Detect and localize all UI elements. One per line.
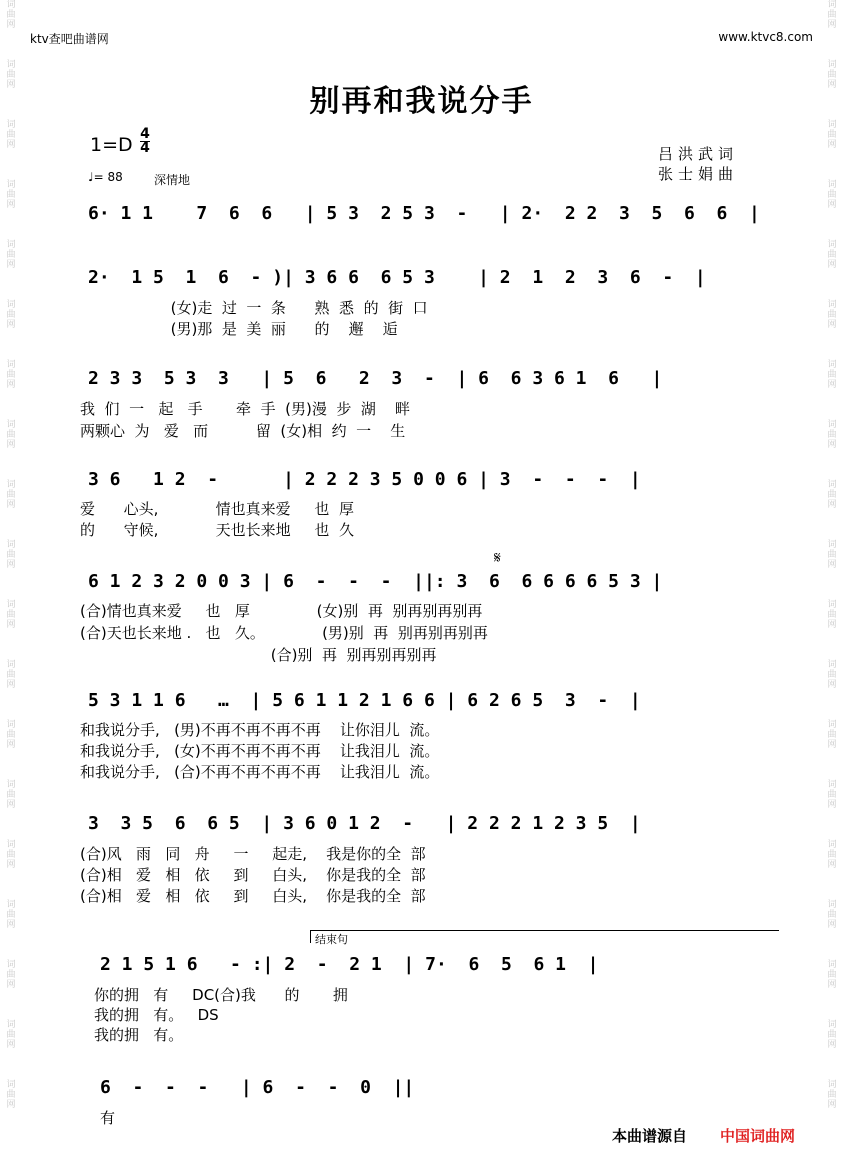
lyric-line-2-1: (女)走 过 一 条 熟 悉 的 街 口 bbox=[80, 299, 428, 317]
score-line-4: 3 6 1 2 - | 2 2 2 3 5 0 0 6 | 3 - - - | bbox=[88, 469, 641, 490]
lyric-line-9-1: 有 bbox=[100, 1109, 116, 1127]
lyric-line-7-3: (合)相 爱 相 依 到 白头, 你是我的全 部 bbox=[80, 887, 426, 905]
watermark-block: 词 曲 网 bbox=[827, 180, 837, 210]
site-name-left[interactable]: ktv查吧曲谱网 bbox=[30, 32, 109, 46]
watermark-block: 词 曲 网 bbox=[827, 360, 837, 390]
lyric-line-7-2: (合)相 爱 相 依 到 白头, 你是我的全 部 bbox=[80, 866, 426, 884]
watermark-block: 词 曲 网 bbox=[6, 900, 16, 930]
key-signature: 1=D bbox=[90, 134, 133, 156]
lyric-line-8-2: 我的拥 有。 DS bbox=[94, 1006, 219, 1024]
lyric-line-3-2: 两颗心 为 爱 而 留 (女)相 约 一 生 bbox=[80, 422, 406, 440]
watermark-block: 词 曲 网 bbox=[6, 180, 16, 210]
score-line-7: 3 3 5 6 6 5 | 3 6 0 1 2 - | 2 2 2 1 2 3 5 | bbox=[88, 813, 641, 834]
watermark-block: 词 曲 网 bbox=[827, 840, 837, 870]
score-line-9: 6 - - - | 6 - - 0 || bbox=[100, 1077, 415, 1098]
watermark-block: 词 曲 网 bbox=[827, 600, 837, 630]
score-line-5: 6 1 2 3 2 0 0 3 | 6 - - - ||: 3 6 6 6 6 6 5 3 | bbox=[88, 571, 663, 592]
score-line-6: 5 3 1 1 6 … | 5 6 1 1 2 1 6 6 | 6 2 6 5 3 - | bbox=[88, 690, 641, 711]
watermark-block: 词 曲 网 bbox=[6, 360, 16, 390]
watermark-block: 词 曲 网 bbox=[827, 720, 837, 750]
left-watermark bbox=[4, 0, 18, 1172]
lyric-line-6-3: 和我说分手, (合)不再不再不再不再 让我泪儿 流。 bbox=[80, 763, 440, 781]
watermark-block: 词 曲 网 bbox=[6, 720, 16, 750]
song-title: 别再和我说分手 bbox=[309, 84, 534, 119]
time-signature-top: 4 bbox=[140, 126, 150, 142]
watermark-block: 词 曲 网 bbox=[827, 120, 837, 150]
watermark-block: 词 曲 网 bbox=[827, 780, 837, 810]
time-signature-bottom: 4 bbox=[140, 140, 150, 156]
lyric-line-6-1: 和我说分手, (男)不再不再不再不再 让你泪儿 流。 bbox=[80, 721, 440, 739]
lyric-line-4-1: 爱 心头, 情也真来爱 也 厚 bbox=[80, 500, 354, 518]
lyric-line-3-1: 我 们 一 起 手 牵 手 (男)漫 步 湖 畔 bbox=[80, 400, 410, 418]
ending-label: 结束句 bbox=[315, 933, 348, 946]
footer-source-label: 本曲谱源自 bbox=[612, 1127, 688, 1145]
watermark-block: 词 曲 网 bbox=[6, 960, 16, 990]
watermark-block: 词 曲 网 bbox=[827, 660, 837, 690]
watermark-block: 词 曲 网 bbox=[6, 840, 16, 870]
lyric-line-5-3: (合)别 再 别再别再别再 bbox=[80, 646, 437, 664]
right-watermark bbox=[825, 0, 839, 1172]
watermark-block: 词 曲 网 bbox=[827, 1020, 837, 1050]
time-signature bbox=[140, 128, 150, 155]
watermark-block: 词 曲 网 bbox=[6, 480, 16, 510]
watermark-block: 词 曲 网 bbox=[6, 1080, 16, 1110]
watermark-block: 词 曲 网 bbox=[6, 600, 16, 630]
lyric-line-7-1: (合)风 雨 同 舟 一 起走, 我是你的全 部 bbox=[80, 845, 426, 863]
watermark-block: 词 曲 网 bbox=[827, 300, 837, 330]
watermark-block: 词 曲 网 bbox=[6, 780, 16, 810]
watermark-block: 词 曲 网 bbox=[827, 540, 837, 570]
quarter-note-icon: ♩ bbox=[88, 170, 94, 184]
expression-marking: 深情地 bbox=[154, 173, 191, 187]
score-line-3: 2 3 3 5 3 3 | 5 6 2 3 - | 6 6 3 6 1 6 | bbox=[88, 368, 663, 389]
watermark-block: 词 曲 网 bbox=[827, 240, 837, 270]
watermark-block: 词 曲 网 bbox=[827, 420, 837, 450]
lyric-line-4-2: 的 守候, 天也长来地 也 久 bbox=[80, 521, 354, 539]
tempo-value: = 88 bbox=[93, 170, 123, 184]
score-line-8: 2 1 5 1 6 - :| 2 - 2 1 | 7· 6 5 6 1 | bbox=[100, 954, 599, 975]
watermark-block: 词 曲 网 bbox=[827, 480, 837, 510]
watermark-block: 词 曲 网 bbox=[6, 240, 16, 270]
watermark-block: 词 曲 网 bbox=[827, 900, 837, 930]
watermark-block: 词 曲 网 bbox=[827, 960, 837, 990]
lyric-line-8-3: 我的拥 有。 bbox=[94, 1026, 184, 1044]
watermark-block: 词 曲 网 bbox=[827, 0, 837, 30]
site-url-right[interactable]: www.ktvc8.com bbox=[718, 30, 813, 44]
composer-credit: 张士娟曲 bbox=[658, 165, 739, 183]
watermark-block: 词 曲 网 bbox=[827, 1080, 837, 1110]
watermark-block: 词 曲 网 bbox=[6, 0, 16, 30]
lyric-line-8-1: 你的拥 有 DC(合)我 的 拥 bbox=[94, 986, 348, 1004]
watermark-block: 词 曲 网 bbox=[6, 120, 16, 150]
watermark-block: 词 曲 网 bbox=[6, 1020, 16, 1050]
watermark-block: 词 曲 网 bbox=[6, 300, 16, 330]
watermark-block: 词 曲 网 bbox=[6, 660, 16, 690]
footer-source-name[interactable]: 中国词曲网 bbox=[720, 1127, 796, 1145]
watermark-block: 词 曲 网 bbox=[827, 60, 837, 90]
segno-icon: 𝄋 bbox=[494, 548, 501, 567]
watermark-block: 词 曲 网 bbox=[6, 60, 16, 90]
lyricist-credit: 吕洪武词 bbox=[658, 145, 739, 163]
lyric-line-5-2: (合)天也长来地 . 也 久。 (男)别 再 别再别再别再 bbox=[80, 624, 488, 642]
score-line-2: 2· 1 5 1 6 - )| 3 6 6 6 5 3 | 2 1 2 3 6 - | bbox=[88, 267, 706, 288]
watermark-block: 词 曲 网 bbox=[6, 540, 16, 570]
ending-bracket bbox=[310, 930, 779, 943]
lyric-line-5-1: (合)情也真来爱 也 厚 (女)别 再 别再别再别再 bbox=[80, 602, 483, 620]
watermark-block: 词 曲 网 bbox=[6, 420, 16, 450]
tempo-marking bbox=[88, 170, 123, 184]
lyric-line-2-2: (男)那 是 美 丽 的 邂 逅 bbox=[80, 320, 398, 338]
lyric-line-6-2: 和我说分手, (女)不再不再不再不再 让我泪儿 流。 bbox=[80, 742, 440, 760]
score-line-1: 6· 1 1 7 6 6 | 5 3 2 5 3 - | 2· 2 2 3 5 6 6 | bbox=[88, 203, 760, 224]
